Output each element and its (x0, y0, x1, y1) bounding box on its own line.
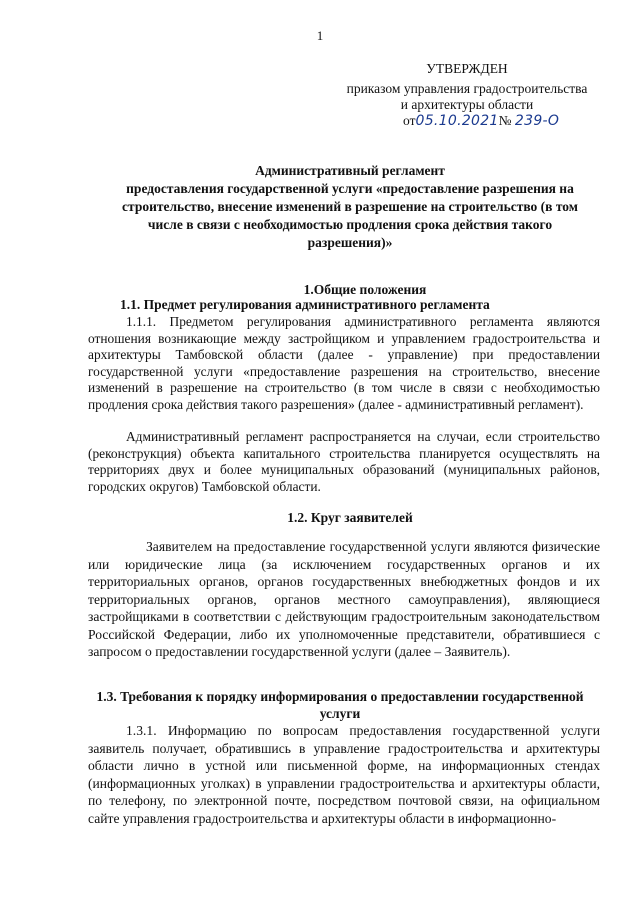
number-label: № (498, 113, 512, 128)
title-line5: разрешения)» (307, 235, 393, 250)
paragraph-1-3-1: 1.3.1. Информацию по вопросам предоставления государственной услуги заявитель получает, обратившись в управление градостроительства и архитектуры области лично в устной или письменной форме, на информационных стендах (информационных уголках) в управлении градостроительства и архитектуры области, по телефону, по электронной почте, посредством почтовой связи, на официальном сайте управления градостроительства и архитектуры области в информационно- (88, 723, 600, 826)
section1-heading: 1.Общие положения (303, 282, 427, 297)
approval-heading: УТВЕРЖДЕН (426, 61, 508, 76)
approval-line2: и архитектуры области (400, 97, 534, 112)
approval-line1: приказом управления градостроительства (346, 81, 588, 96)
page-number: 1 (316, 28, 324, 43)
paragraph-scope: Административный регламент распространяется на случаи, если строительство (реконструкция) объекта капитального строительства планируется осуществлять на территориях двух и более муниципальных образований (муниципальных районов, городских округов) Тамбовской области. (88, 429, 600, 494)
handwritten-date: 05.10.2021 (415, 113, 499, 129)
section1-3-heading-line2: услуги (319, 706, 361, 721)
title-line2: предоставления государственной услуги «предоставление разрешения на (126, 181, 574, 196)
from-label: от (403, 113, 416, 128)
section1-3-heading-line1: 1.3. Требования к порядку информирования о предоставлении государственной (96, 689, 584, 704)
title-line3: строительство, внесение изменений в разрешение на строительство (в том (122, 199, 578, 214)
paragraph-1-1-1: 1.1.1. Предметом регулирования административного регламента являются отношения возникающие между застройщиком и управлением градостроительства и архитектуры Тамбовской области (далее - управление) при предоставлении государственной услуги «предоставление разрешения на строительство, внесение изменений в разрешение на строительство (в том числе в связи с необходимостью продления срока действия такого разрешения» (далее - административный регламент). (88, 314, 600, 412)
handwritten-number: 239-О (514, 113, 560, 129)
title-line4: числе в связи с необходимостью продления срока действия такого (147, 217, 553, 232)
section1-2-heading: 1.2. Круг заявителей (287, 510, 413, 525)
section1-1-heading: 1.1. Предмет регулирования административного регламента (120, 297, 490, 312)
title-line1: Административный регламент (255, 163, 445, 178)
approval-signature-line (403, 113, 603, 135)
paragraph-applicants: Заявителем на предоставление государственной услуги являются физические или юридические лица (за исключением государственных органов и их территориальных органов, органов государственных внебюджетных фондов и их территориальных органов, органов местного самоуправления), являющиеся застройщиками в соответствии с действующим градостроительным законодательством Российской Федерации, либо их уполномоченные представители, обратившиеся с запросом о предоставлении государственной услуги (далее – Заявитель). (88, 539, 600, 659)
